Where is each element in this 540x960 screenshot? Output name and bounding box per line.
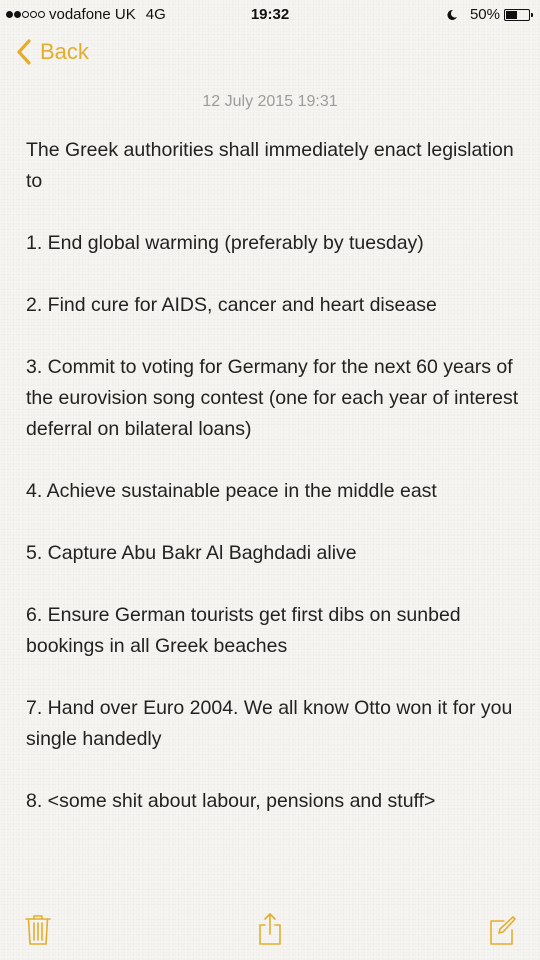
note-date: 12 July 2015 19:31 [202, 93, 338, 110]
back-button[interactable] [16, 38, 89, 66]
back-label: Back [40, 39, 89, 64]
battery-fill [506, 11, 517, 19]
note-paragraph: The Greek authorities shall immediately enact legislation to [26, 139, 514, 192]
note-paragraph: 3. Commit to voting for Germany for the next 60 years of the eurovision song contest (one for each year of interest deferral on bilateral loans) [26, 356, 519, 440]
battery-icon [504, 9, 530, 21]
status-bar [0, 0, 540, 30]
bottom-toolbar [0, 900, 540, 960]
note-paragraph: 1. End global warming (preferably by tuesday) [26, 232, 424, 254]
do-not-disturb-moon-icon [446, 9, 458, 21]
status-time: 19:32 [250, 6, 290, 23]
share-icon[interactable] [256, 912, 284, 946]
carrier-name: vodafone UK [49, 6, 136, 23]
compose-icon[interactable] [488, 912, 516, 946]
status-right [446, 6, 530, 23]
note-paragraph: 2. Find cure for AIDS, cancer and heart disease [26, 294, 437, 316]
note-paragraph: 4. Achieve sustainable peace in the middle east [26, 480, 437, 502]
note-body[interactable] [26, 135, 526, 848]
trash-icon[interactable] [24, 912, 52, 946]
network-type: 4G [145, 6, 166, 23]
chevron-left-icon [16, 38, 32, 66]
note-paragraph: 6. Ensure German tourists get first dibs on sunbed bookings in all Greek beaches [26, 604, 461, 657]
note-paragraph: 8. <some shit about labour, pensions and stuff> [26, 790, 436, 812]
note-paragraph: 7. Hand over Euro 2004. We all know Otto won it for you single handedly [26, 697, 513, 750]
battery-percent: 50% [469, 6, 500, 23]
note-paragraph: 5. Capture Abu Bakr Al Baghdadi alive [26, 542, 357, 564]
